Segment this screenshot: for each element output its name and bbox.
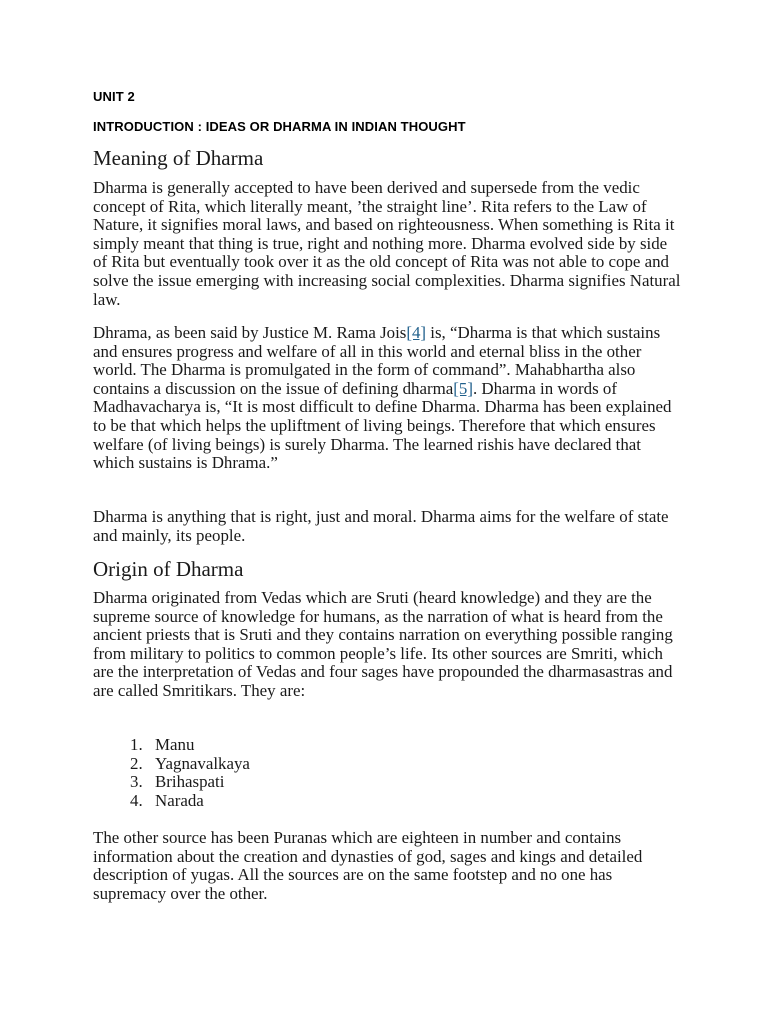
intro-heading: INTRODUCTION : IDEAS OR DHARMA IN INDIAN THOUGHT xyxy=(93,119,466,134)
meaning-paragraph-2-part-1: Dhrama, as been said by Justice M. Rama Jois xyxy=(93,323,407,342)
unit-label: UNIT 2 xyxy=(93,89,135,104)
list-item xyxy=(130,792,250,811)
footnote-link-5[interactable]: [5] xyxy=(453,378,473,398)
meaning-paragraph-2 xyxy=(93,324,683,473)
origin-paragraph-1: Dharma originated from Vedas which are Sruti (heard knowledge) and they are the supreme source of knowledge for humans, as the narration of what is heard from the ancient priests that is Sruti and they contains narration on everything possible ranging from military to politics to common people’s life. Its other sources are Smriti, which are the interpretation of Vedas and four sages have propounded the dharmasastras and are called Smritikars. They are: xyxy=(93,588,673,700)
meaning-paragraph-2-part-3: . Dharma in words of Madhavacharya is, “It is most difficult to define Dharma. Dharma has been explained to be that which helps the upliftment of living beings. Therefore that which ensures welfare (of living beings) is surely Dharma. The learned rishis have declared that which sustains is Dhrama.” xyxy=(93,378,672,473)
origin-paragraph-2: The other source has been Puranas which are eighteen in number and contains information about the creation and dynasties of god, sages and kings and detailed description of yugas. All the sources are on the same footstep and no one has supremacy over the other. xyxy=(93,828,643,903)
list-item-text: Manu xyxy=(155,735,195,754)
list-item-number: 3. xyxy=(130,772,143,792)
list-item-number: 1. xyxy=(130,735,143,754)
footnote-link-4[interactable]: [4] xyxy=(406,323,427,342)
list-item xyxy=(130,736,250,755)
list-item-text: Narada xyxy=(155,790,204,810)
meaning-heading: Meaning of Dharma xyxy=(93,146,264,170)
meaning-paragraph-3: Dharma is anything that is right, just and moral. Dharma aims for the welfare of state and mainly, its people. xyxy=(93,507,669,545)
list-item xyxy=(130,773,250,792)
meaning-paragraph-2-part-2: is, “Dharma is that which sustains and ensures progress and welfare of all in this world and eternal bliss in the other world. The Dharma is promulgated in the form of command”. Mahabhartha also contains a discussion on the issue of defining dharma xyxy=(93,323,661,398)
list-item-text: Brihaspati xyxy=(155,772,225,792)
list-item-number: 4. xyxy=(130,790,143,810)
smritikars-list xyxy=(130,736,250,810)
meaning-paragraph-1: Dharma is generally accepted to have been derived and supersede from the vedic concept of Rita, which literally meant, ’the straight line’. Rita refers to the Law of Nature, it signifies moral laws, and based on righteousness. When something is Rita it simply meant that thing is true, right and nothing more. Dharma evolved side by side of Rita but eventually took over it as the old concept of Rita was not able to cope and solve the issue emerging with increasing social complexities. Dharma signifies Natural law. xyxy=(93,178,681,309)
list-item xyxy=(130,755,250,774)
list-item-text: Yagnavalkaya xyxy=(155,753,250,773)
origin-heading: Origin of Dharma xyxy=(93,557,244,581)
list-item-number: 2. xyxy=(130,753,143,773)
